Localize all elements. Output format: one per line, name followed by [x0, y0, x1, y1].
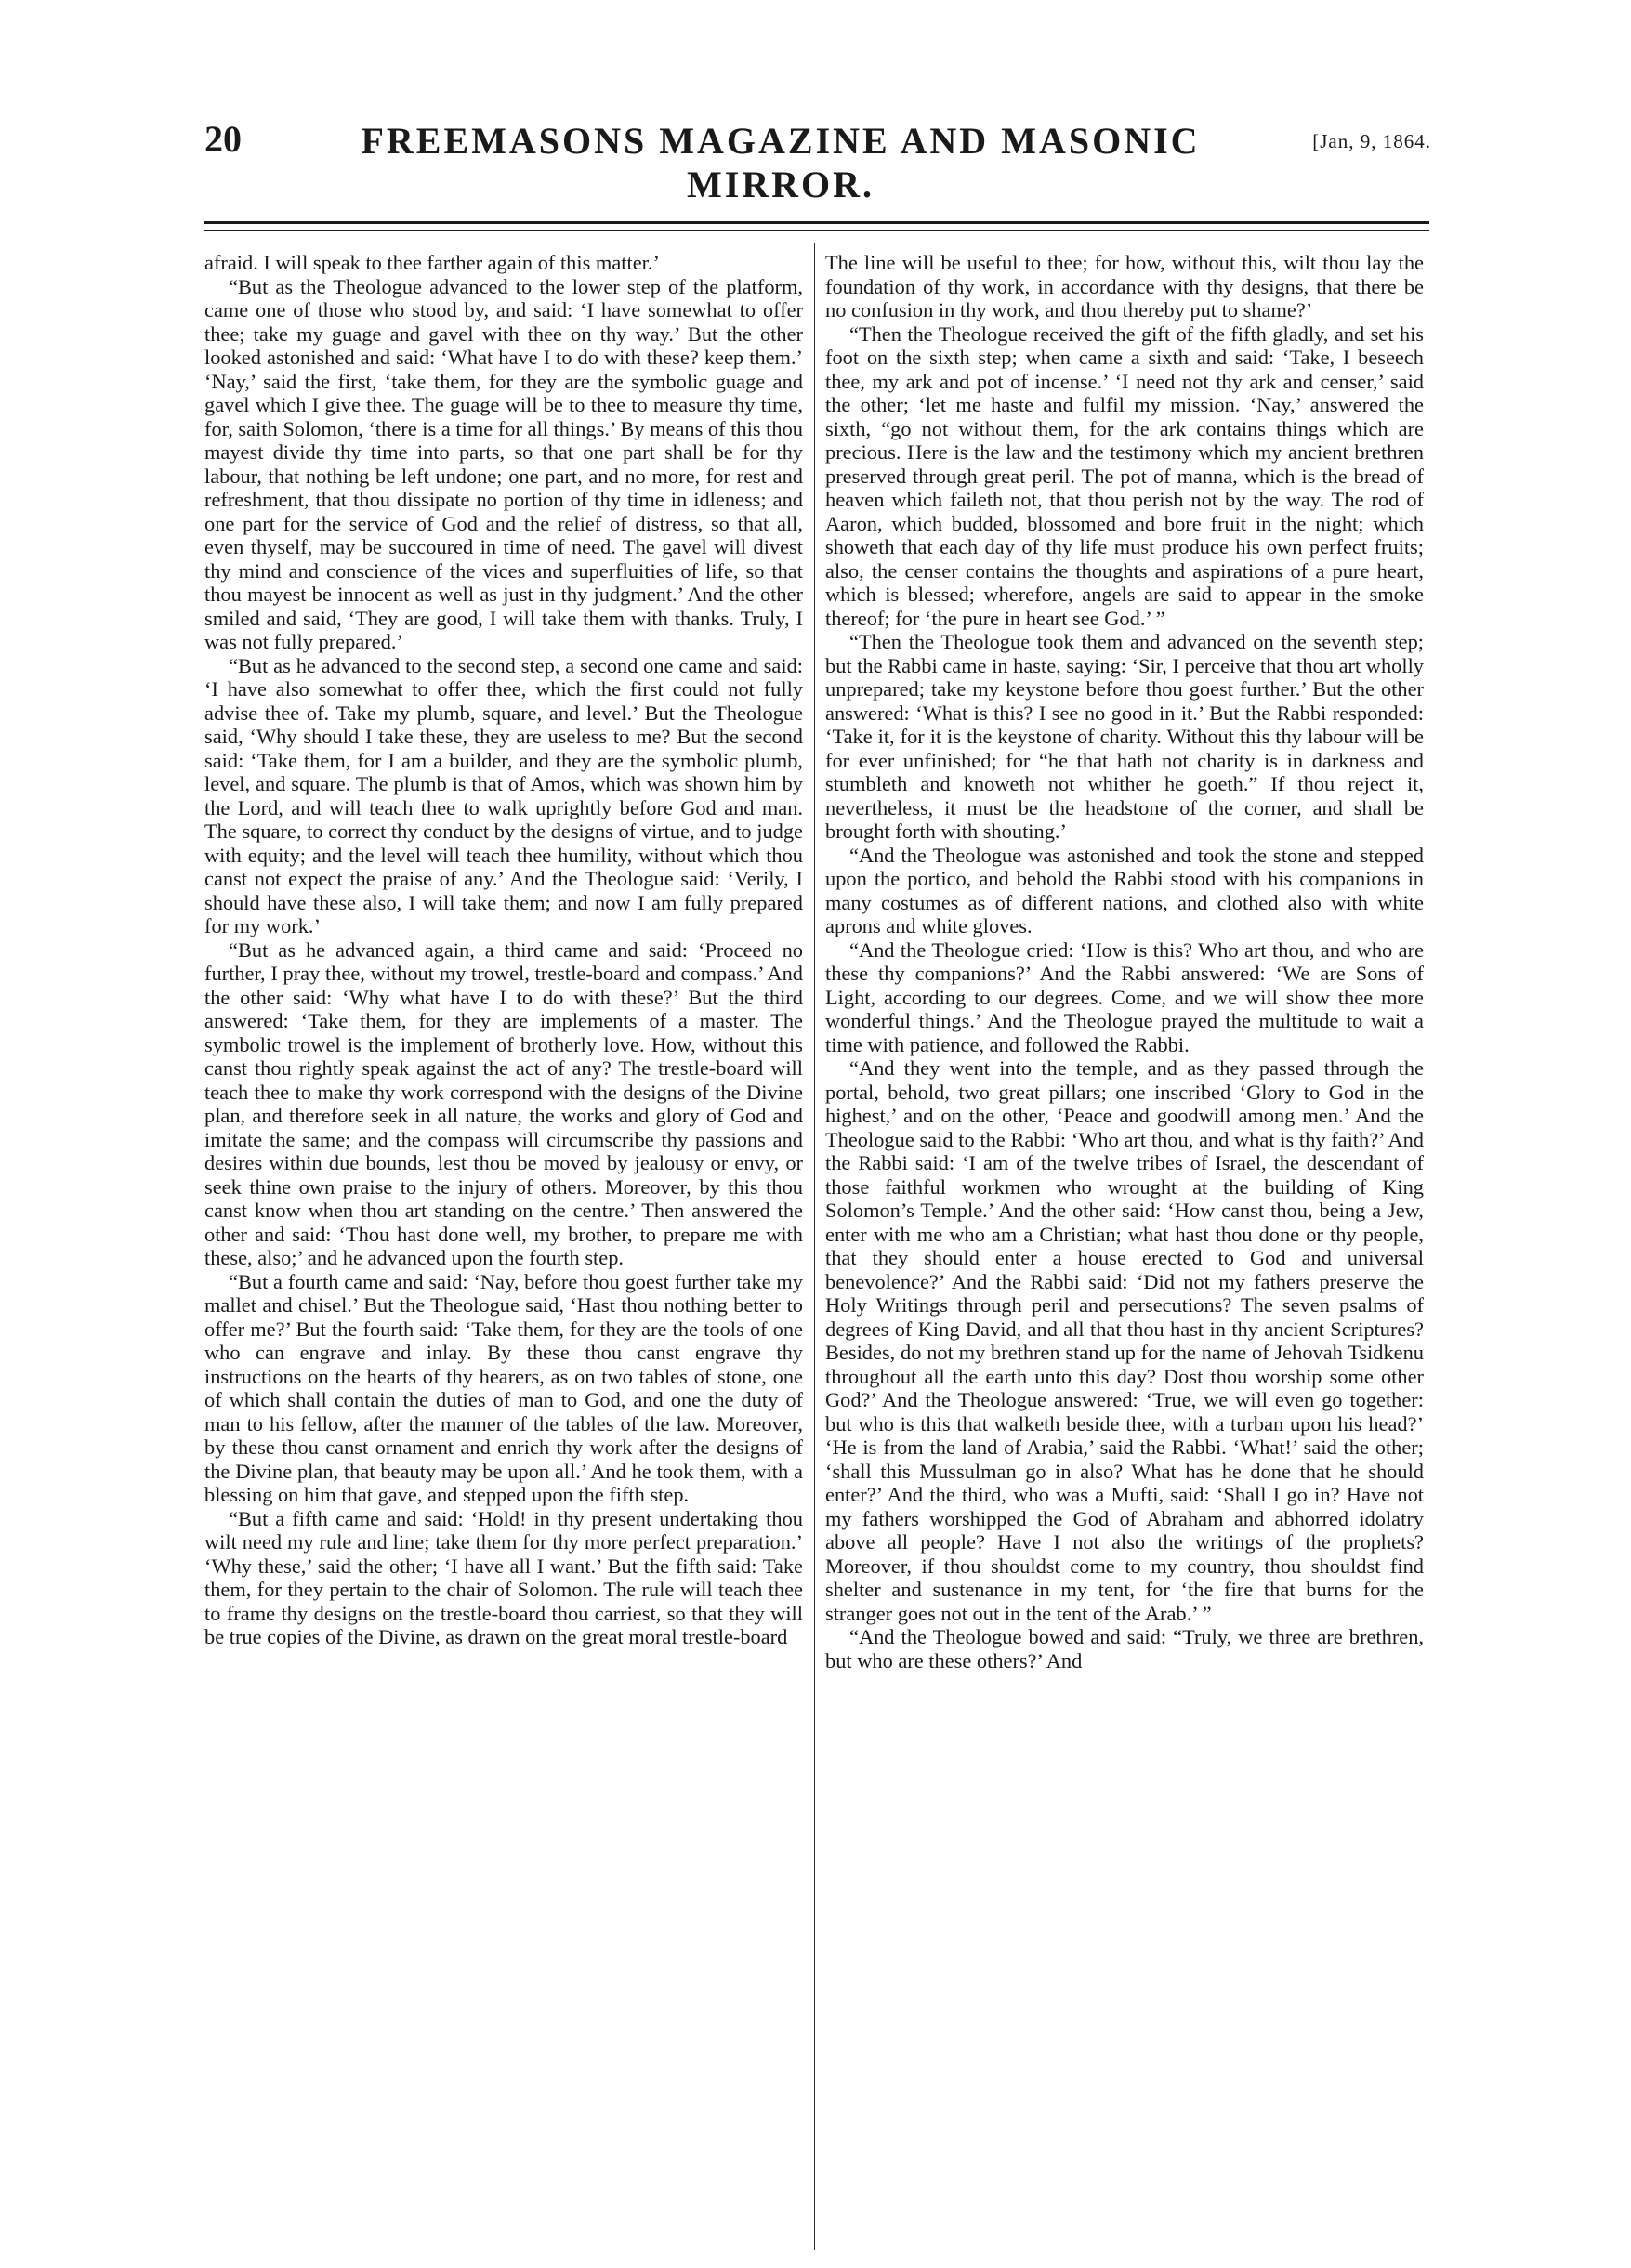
paragraph: “But a fifth came and said: ‘Hold! in thy present undertaking thou wilt need my rule and line; take them for thy more perfect preparation.’ ‘Why these,’ said the other; ‘I have all I want.’ But the fifth said: Take them, for they pertain to the chair of Solomon. The rule will teach thee to frame thy designs on the trestle-board thou carriest, so that they will be true copies of the Divine, as drawn on the great moral trestle-board: [204, 1506, 803, 1648]
paragraph: “And the Theologue cried: ‘How is this? Who art thou, and who are these thy companions?’ And the Rabbi answered: ‘We are Sons of Light, according to our degrees. Come, and we will show thee more wonderful things.’ And the Theologue prayed the multitude to wait a time with patience, and followed the Rabbi.: [825, 937, 1424, 1056]
paragraph: “But a fourth came and said: ‘Nay, before thou goest further take my mallet and chisel.’ But the Theologue said, ‘Hast thou nothing better to offer me?’ But the fourth said: ‘Take them, for they are the tools of one who can engrave and inlay. By these thou canst engrave thy instructions on the hearts of thy hearers, as on two tables of stone, one of which shall contain the duties of man to God, and one the duty of man to his fellow, after the manner of the tables of the law. Moreover, by these thou canst ornament and enrich thy work after the designs of the Divine plan, that beauty may be upon all.’ And he took them, with a blessing on him that gave, and stepped upon the fifth step.: [204, 1269, 803, 1506]
page-number: 20: [204, 118, 242, 160]
right-column: [825, 251, 1424, 1672]
paragraph: “Then the Theologue received the gift of the fifth gladly, and set his foot on the sixth step; when came a sixth and said: ‘Take, I beseech thee, my ark and pot of incense.’ ‘I need not thy ark and censer,’ said the other; ‘let me haste and fulfil my mission. ‘Nay,’ answered the sixth, “go not without them, for the ark contains things which are precious. Here is the law and the testimony which my ancient brethren preserved through great peril. The pot of manna, which is the bread of heaven which faileth not, that thou perish not by the way. The rod of Aaron, which budded, blossomed and bore fruit in the night; which showeth that each day of thy life must produce his own perfect fruits; also, the censer contains the thoughts and aspirations of a pure heart, which is blessed; wherefore, angels are said to appear in the smoke thereof; for ‘the pure in heart see God.’ ”: [825, 321, 1424, 630]
paragraph: afraid. I will speak to thee farther again of this matter.’: [204, 251, 660, 274]
issue-date: [Jan, 9, 1864.: [1312, 130, 1431, 152]
paragraph: “But as he advanced again, a third came and said: ‘Proceed no further, I pray thee, without my trowel, trestle-board and compass.’ And the other said: ‘Why what have I to do with these?’ But the third answered: ‘Take them, for they are implements of a master. The symbolic trowel is the implement of brotherly love. How, without this canst thou rightly speak against the act of any? The trestle-board will teach thee to make thy work correspond with the designs of the Divine plan, and therefore seek in all nature, the works and glory of God and imitate the same; and the compass will circumscribe thy passions and desires within due bounds, lest thou be moved by jealousy or envy, or seek thine own praise to the injury of others. Moreover, by this thou canst know when thou art standing on the centre.’ Then answered the other and said: ‘Thou hast done well, my brother, to prepare me with these, also;’ and he advanced upon the fourth step.: [204, 937, 803, 1269]
paragraph: “Then the Theologue took them and advanced on the seventh step; but the Rabbi came in haste, saying: ‘Sir, I perceive that thou art wholly unprepared; take my keystone before thou goest further.’ But the other answered: ‘What is this? I see no good in it.’ But the Rabbi responded: ‘Take it, for it is the keystone of charity. Without this thy labour will be for ever unfinished; for “he that hath not charity is in darkness and stumbleth and knoweth not whither he goeth.” If thou reject it, nevertheless, it must be the headstone of the corner, and shall be brought forth with shouting.’: [825, 630, 1424, 843]
paragraph: “But as the Theologue advanced to the lower step of the platform, came one of those who stood by, and said: ‘I have somewhat to offer thee; take my guage and gavel with thee on thy way.’ But the other looked astonished and said: ‘What have I to do with these? keep them.’ ‘Nay,’ said the first, ‘take them, for they are the symbolic guage and gavel which I give thee. The guage will be to thee to measure thy time, for, saith Solomon, ‘there is a time for all things.’ By means of this thou mayest divide thy time into parts, so that one part shall be for thy labour, that nothing be left undone; one part, and no more, for rest and refreshment, that thou dissipate no portion of thy time in idleness; and one part for the service of God and the relief of distress, so that all, even thyself, may be succoured in time of need. The gavel will divest thy mind and conscience of the vices and superfluities of life, so that thou mayest be innocent as well as just in thy judgment.’ And the other smiled and said, ‘They are good, I will take them with thanks. Truly, I was not fully prepared.’: [204, 274, 803, 653]
page-header: [204, 110, 1431, 205]
paragraph: “And the Theologue bowed and said: “Truly, we three are brethren, but who are these others?’ And: [825, 1625, 1424, 1672]
paragraph: “And they went into the temple, and as they passed through the portal, behold, two great pillars; one inscribed ‘Glory to God in the highest,’ and on the other, ‘Peace and goodwill among men.’ And the Theologue said to the Rabbi: ‘Who art thou, and what is thy faith?’ And the Rabbi said: ‘I am of the twelve tribes of Israel, the descendant of those faithful workmen who wrought at the building of King Solomon’s Temple.’ And the other said: ‘How canst thou, being a Jew, enter with me who am a Christian; what hast thou done or thy people, that they should enter a house erected to God and universal benevolence?’ And the Rabbi said: ‘Did not my fathers preserve the Holy Writings through peril and persecutions? The seven psalms of degrees of King David, and all that thou hast in thy ancient Scriptures? Besides, do not my brethren stand up for the name of Jehovah Tsidkenu throughout all the earth unto this day? Dost thou worship some other God?’ And the Theologue answered: ‘True, we will even go together: but who is this that walketh beside thee, with a turban upon his head?’ ‘He is from the land of Arabia,’ said the Rabbi. ‘What!’ said the other; ‘shall this Mussulman go in also? What has he done that he should enter?’ And the third, who was a Mufti, said: ‘Shall I go in? Have not my fathers worshipped the God of Abraham and abhorred idolatry above all people? Have I not also the writings of the prophets? Moreover, if thou shouldst come to my country, thou shouldst find shelter and sustenance in my tent, for ‘the fire that burns for the stranger goes not out in the tent of the Arab.’ ”: [825, 1056, 1424, 1625]
left-column: [204, 251, 803, 1649]
paragraph: “But as he advanced to the second step, a second one came and said: ‘I have also somewhat to offer thee, which the first could not fully advise thee of. Take my plumb, square, and level.’ But the Theologue said, ‘Why should I take these, they are useless to me? But the second said: ‘Take them, for I am a builder, and they are the symbolic plumb, level, and square. The plumb is that of Amos, which was shown him by the Lord, and will teach thee to walk uprightly before God and man. The square, to correct thy conduct by the designs of virtue, and to judge with equity; and the level will teach thee humility, without which thou canst not expect the praise of any.’ And the Theologue said: ‘Verily, I should have these also, I will take them; and now I am fully prepared for my work.’: [204, 653, 803, 937]
masthead-title: FREEMASONS MAGAZINE AND MASONIC MIRROR.: [361, 120, 1201, 205]
paragraph: The line will be useful to thee; for how, without this, wilt thou lay the foundation of thy work, in accordance with thy designs, that there be no confusion in thy work, and thou thereby put to shame?’: [825, 251, 1424, 321]
paragraph: “And the Theologue was astonished and took the stone and stepped upon the portico, and behold the Rabbi stood with his companions in many costumes as of different nations, and clothed also with white aprons and white gloves.: [825, 843, 1424, 937]
column-divider: [814, 243, 815, 2250]
header-rule-thick: [204, 221, 1429, 224]
header-rule-thin: [204, 230, 1429, 231]
